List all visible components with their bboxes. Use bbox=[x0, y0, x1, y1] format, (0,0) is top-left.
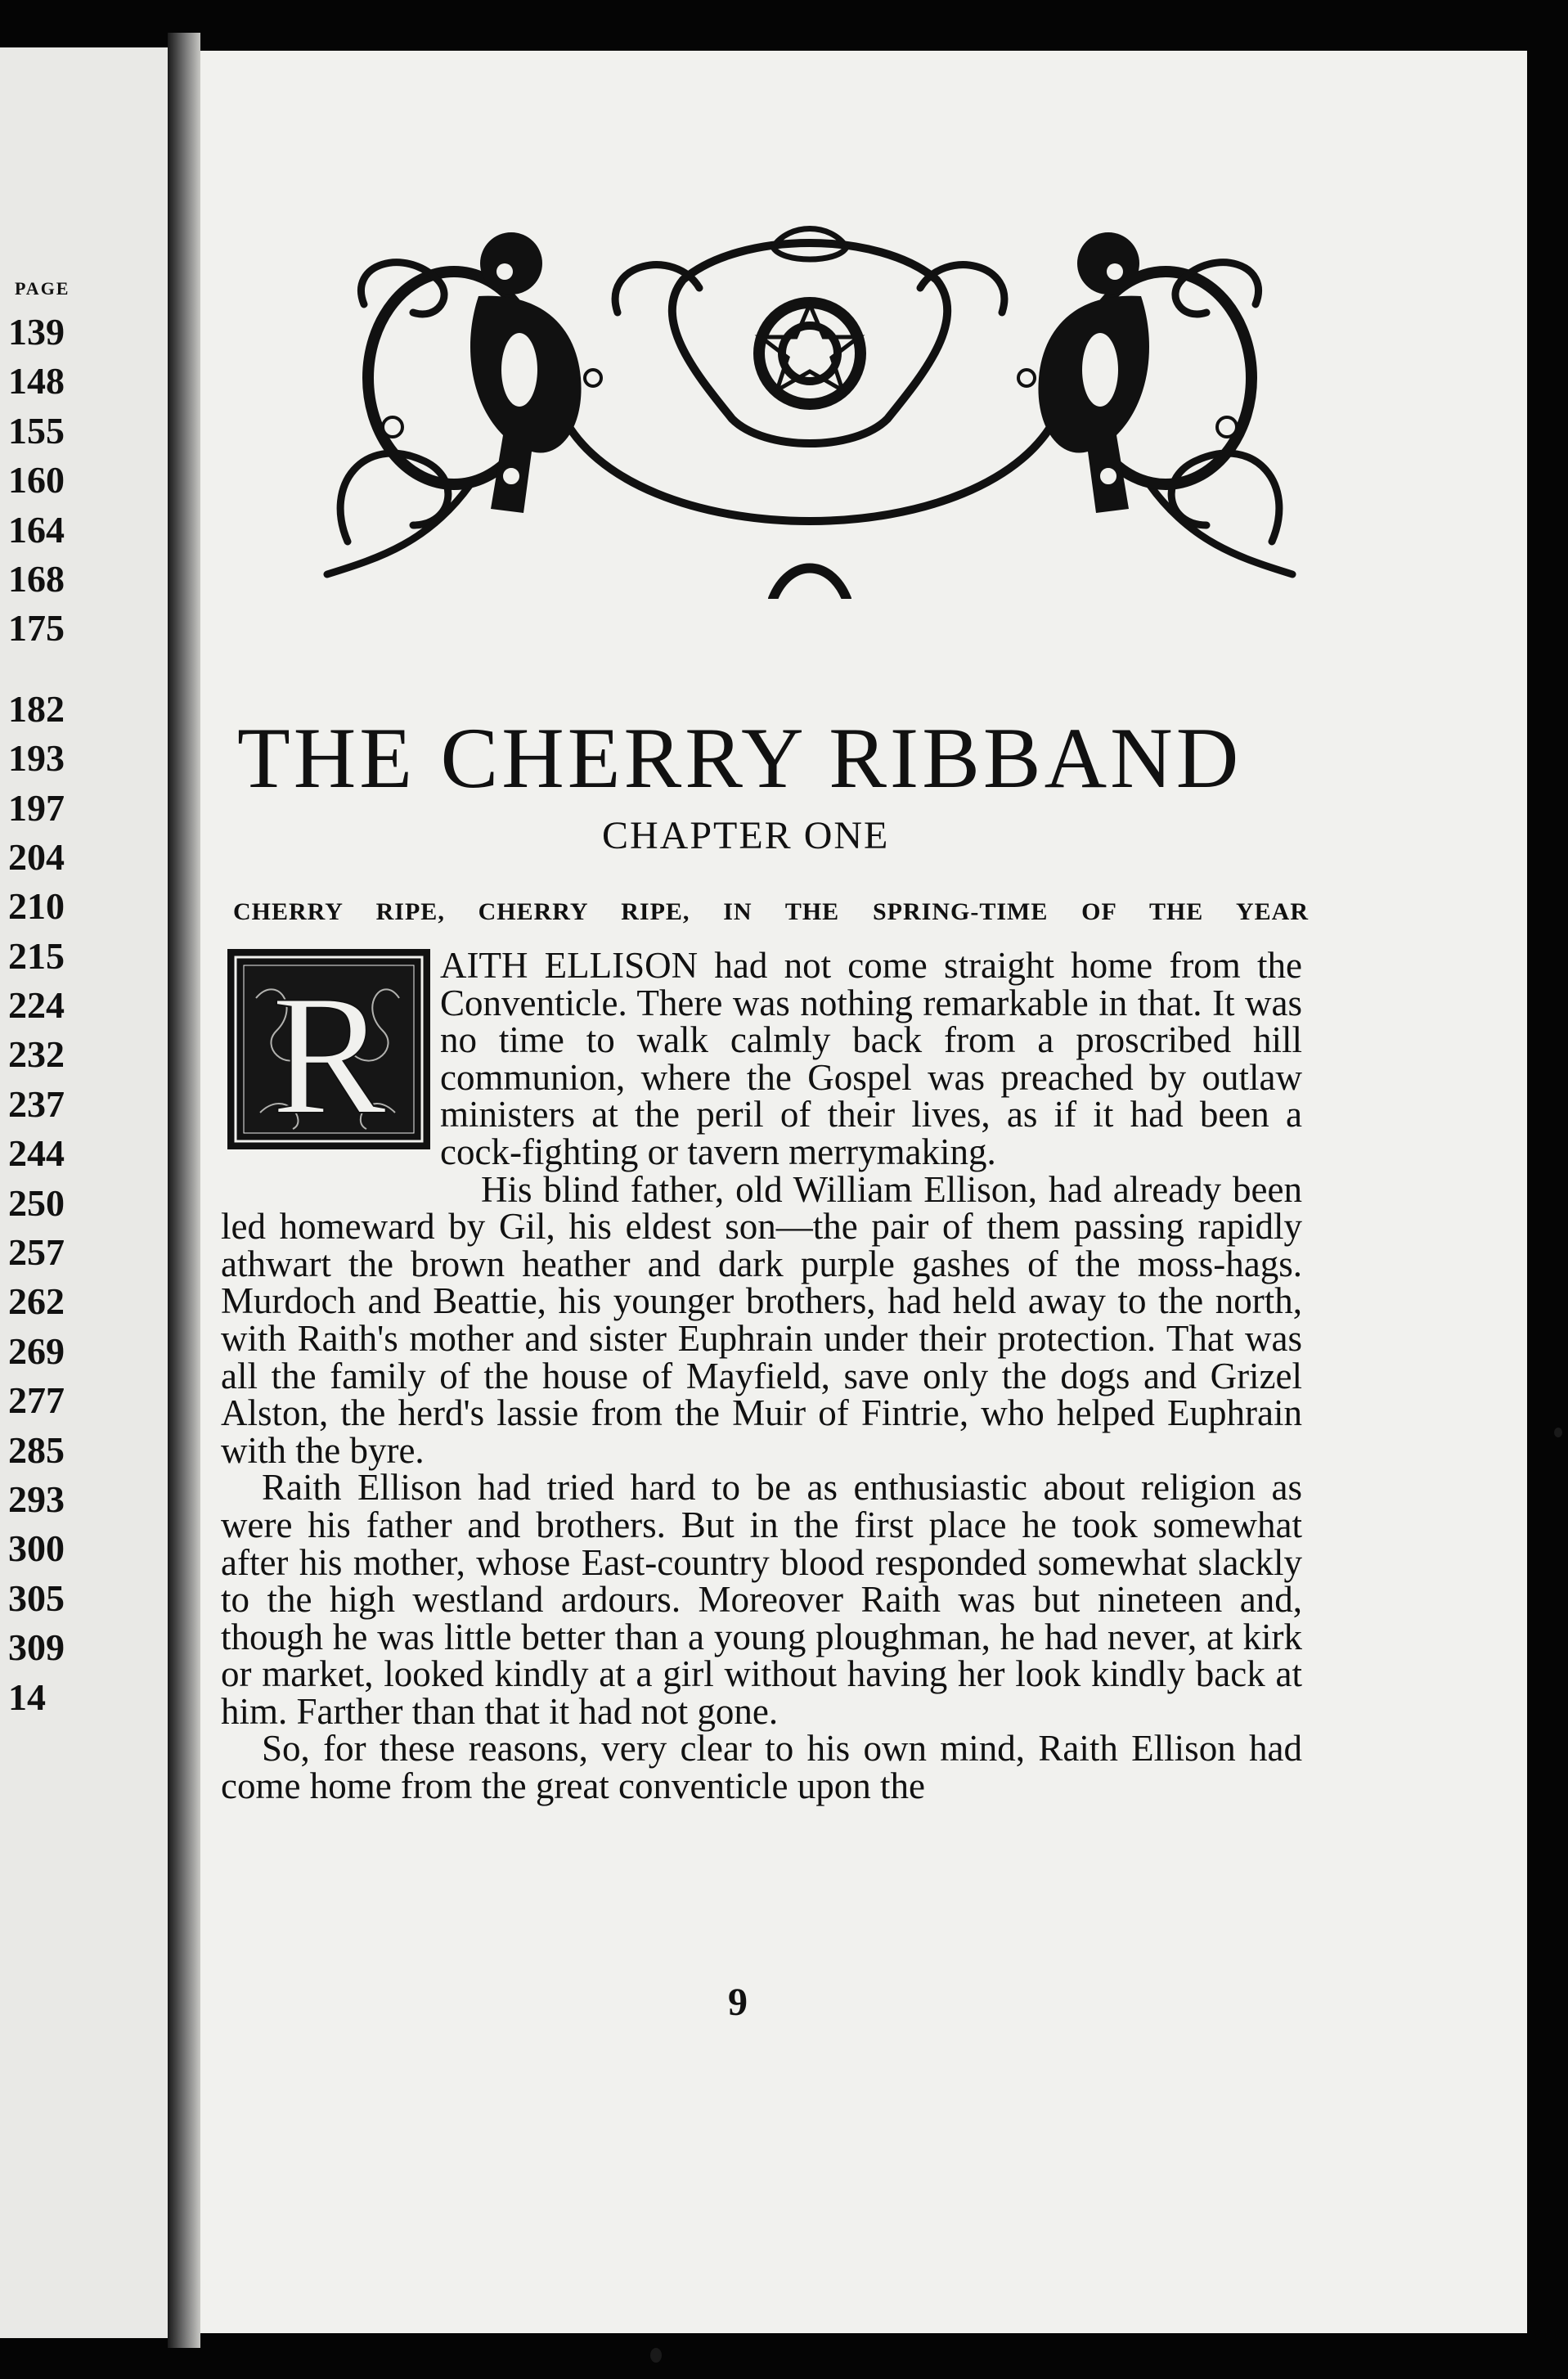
toc-page-label: PAGE bbox=[15, 278, 70, 299]
paragraph: Raith Ellison had tried hard to be as enthusiastic about religion as were his father and brothers. But in the first place he took somewhat after his mother, whose East-country blood responded somewhat slackly to the high westland ardours. Moreover Raith was but nineteen and, though he was little better than a young ploughman, he had never, at kirk or market, looked kindly at a girl without having her look kindly back at him. Farther than that it had not gone. bbox=[221, 1467, 1302, 1732]
paragraph: So, for these reasons, very clear to his own mind, Raith Ellison had come home from the great conventicle upon the bbox=[221, 1728, 1302, 1807]
toc-page-number: 262 bbox=[8, 1280, 65, 1323]
toc-page-number: 277 bbox=[8, 1379, 65, 1422]
scan-speck bbox=[1554, 1428, 1562, 1437]
toc-page-number: 237 bbox=[8, 1082, 65, 1125]
toc-page-number: 168 bbox=[8, 557, 65, 600]
cherub-headpiece-ornament bbox=[315, 214, 1305, 599]
toc-page-number: 293 bbox=[8, 1477, 65, 1520]
drop-cap-letter: R bbox=[271, 960, 387, 1149]
paragraph: AITH ELLISON had not come straight home from the Conventicle. There was nothing remarkable in that. It was no time to walk calmly back from a proscribed hill communion, where the Gospel was preached by outlaw ministers at the peril of their lives, as if it had been a cock-fighting or tavern merrymaking. bbox=[440, 945, 1302, 1172]
previous-page bbox=[0, 47, 168, 2338]
toc-page-number: 175 bbox=[8, 607, 65, 650]
toc-page-number: 160 bbox=[8, 459, 65, 501]
toc-page-number: 224 bbox=[8, 984, 65, 1027]
toc-page-number: 244 bbox=[8, 1132, 65, 1175]
toc-page-number: 305 bbox=[8, 1576, 65, 1619]
toc-page-number: 269 bbox=[8, 1329, 65, 1372]
toc-page-number: 300 bbox=[8, 1527, 65, 1570]
toc-page-number: 215 bbox=[8, 934, 65, 977]
toc-page-numbers bbox=[8, 308, 65, 1722]
toc-page-number: 197 bbox=[8, 786, 65, 829]
toc-page-number: 309 bbox=[8, 1626, 65, 1669]
page-number: 9 bbox=[728, 1981, 748, 2024]
toc-page-number: 204 bbox=[8, 835, 65, 878]
book-title: THE CHERRY RIBBAND bbox=[237, 710, 1242, 807]
book-gutter bbox=[168, 33, 200, 2348]
toc-page-number: 232 bbox=[8, 1033, 65, 1076]
toc-page-number: 155 bbox=[8, 409, 65, 452]
chapter-body bbox=[221, 947, 1302, 1806]
toc-page-number: 250 bbox=[8, 1181, 65, 1224]
toc-page-number: 193 bbox=[8, 737, 65, 780]
toc-page-number: 139 bbox=[8, 311, 65, 353]
toc-page-number: 148 bbox=[8, 360, 65, 402]
paragraph: His blind father, old William Ellison, had already been led homeward by Gil, his eldest son—the pair of them passing rapidly athwart the brown heather and dark purple gashes of the moss-hags. Murdoch and Beattie, his younger brothers, had held away to the north, with Raith's mother and sister Euphrain under their protection. That was all the family of the house of Mayfield, save only the dogs and Grizel Alston, the herd's lassie from the Muir of Fintrie, who helped Euphrain with the byre. bbox=[221, 1168, 1302, 1471]
toc-page-number: 210 bbox=[8, 885, 65, 928]
scan-speck bbox=[650, 2348, 662, 2363]
toc-page-number: 14 bbox=[8, 1675, 46, 1718]
toc-page-number: 164 bbox=[8, 508, 65, 551]
toc-page-number: 182 bbox=[8, 687, 65, 730]
chapter-title: CHAPTER ONE bbox=[602, 814, 890, 857]
toc-page-number: 257 bbox=[8, 1231, 65, 1274]
chapter-subtitle: CHERRY RIPE, CHERRY RIPE, IN THE SPRING-TIME OF THE YEAR bbox=[233, 898, 1309, 925]
toc-page-number: 285 bbox=[8, 1428, 65, 1471]
